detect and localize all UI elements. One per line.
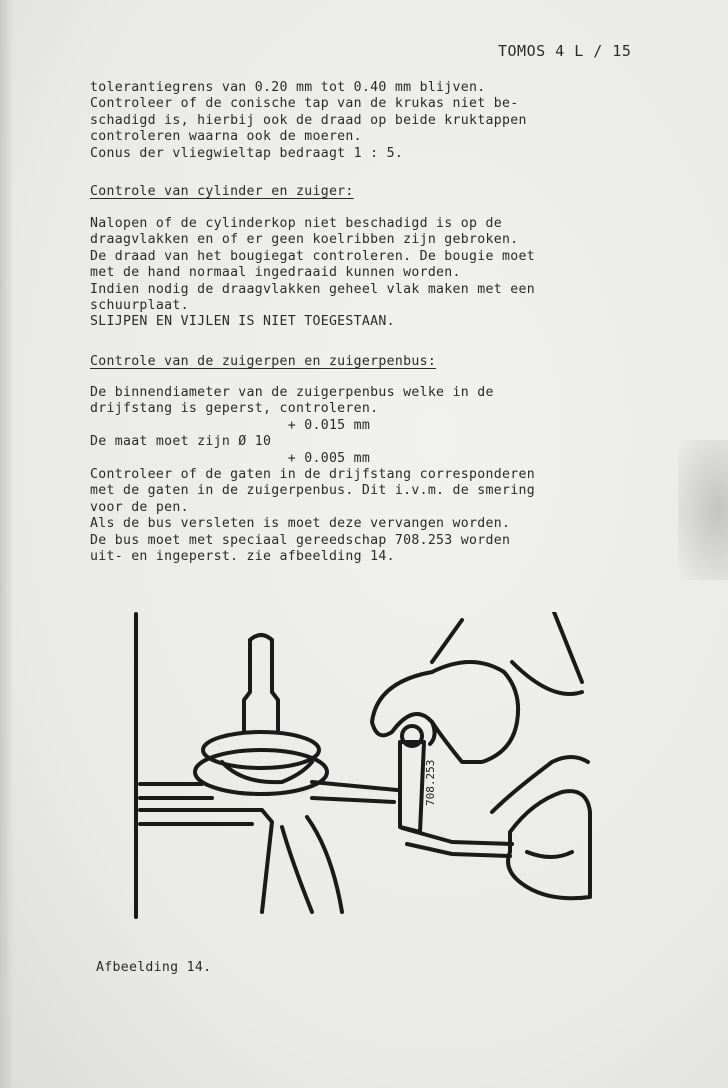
intro-line: Controleer of de conische tap van de krukas niet be- (90, 96, 519, 112)
section-zuigerpen-line: De binnendiameter van de zuigerpenbus welke in de (90, 385, 494, 400)
crank-shaft-left (244, 640, 250, 732)
hand-upper (372, 662, 518, 762)
rod-right (312, 782, 397, 802)
section-heading-zuigerpen: Controle van de zuigerpen en zuigerpenbus: (90, 354, 437, 369)
section-cylinder-line: De draad van het bougiegat controleren. De bougie moet (90, 248, 535, 264)
section-zuigerpen-line: + 0.015 mm (90, 417, 371, 433)
tool-body (400, 742, 424, 832)
figure-caption: Afbeelding 14. (96, 960, 212, 975)
section-cylinder-line: schuurplaat. (90, 298, 189, 314)
section-cylinder-line: met de hand normaal ingedraaid kunnen worden. (90, 265, 461, 281)
hub-lower (195, 750, 327, 794)
crank-shaft-right (272, 640, 278, 732)
page-edge-shadow (0, 0, 14, 1088)
section-zuigerpen-line: drijfstang is geperst, controleren. (90, 401, 379, 417)
crank-shaft-top (250, 635, 272, 640)
section-zuigerpen-line: met de gaten in de zuigerpenbus. Dit i.v.m. de smering (90, 483, 535, 499)
intro-line: controleren waarna ook de moeren. (90, 129, 362, 145)
hand-lower (508, 791, 590, 898)
intro-line: schadigd is, hierbij ook de draad op beide kruktappen (90, 112, 527, 128)
intro-paragraph (90, 80, 690, 162)
page-header: TOMOS 4 L / 15 (498, 42, 632, 60)
section-zuigerpen-line: Controleer of de gaten in de drijfstang corresponderen (90, 467, 535, 483)
section-cylinder-line: Nalopen of de cylinderkop niet beschadigd is op de (90, 216, 502, 231)
tool-label: 708.253 (424, 759, 437, 806)
section-cylinder-line: draagvlakken en of er geen koelribben zijn gebroken. (90, 232, 519, 248)
figure-14-illustration (132, 612, 592, 922)
section-cylinder-line: Indien nodig de draagvlakken geheel vlak maken met een (90, 281, 535, 297)
section-zuigerpen-line: voor de pen. (90, 499, 189, 515)
intro-line: tolerantiegrens van 0.20 mm tot 0.40 mm blijven. (90, 80, 486, 95)
section-cylinder-body (90, 216, 690, 331)
section-zuigerpen-line: + 0.005 mm (90, 450, 371, 466)
tool-handle-lower (407, 844, 510, 856)
section-zuigerpen-line: Als de bus versleten is moet deze vervangen worden. (90, 516, 511, 532)
section-heading-cylinder: Controle van cylinder en zuiger: (90, 184, 354, 199)
section-zuigerpen-line: De maat moet zijn Ø 10 (90, 434, 272, 450)
section-zuigerpen-line: uit- en ingeperst. zie afbeelding 14. (90, 549, 395, 565)
section-cylinder-line: SLIJPEN EN VIJLEN IS NIET TOEGESTAAN. (90, 314, 395, 330)
section-zuigerpen-line: De bus moet met speciaal gereedschap 708.253 worden (90, 532, 511, 548)
rod-left (140, 784, 212, 798)
intro-line: Conus der vliegwieltap bedraagt 1 : 5. (90, 145, 404, 161)
section-zuigerpen-body (90, 385, 690, 565)
